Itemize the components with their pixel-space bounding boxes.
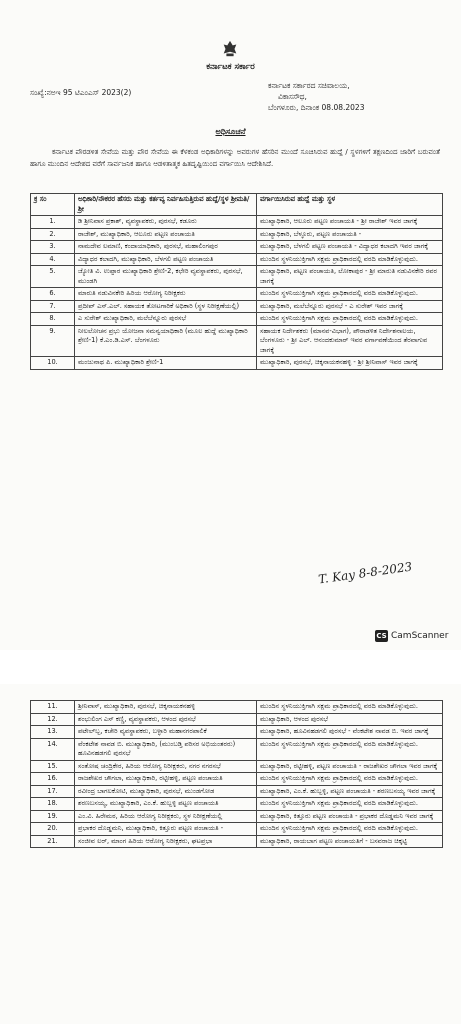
cell-posting: ಮುಂದಿನ ಸ್ಥಳನಿಯುಕ್ತಿಗಾಗಿ ಸಕ್ಷಮ ಪ್ರಾಧಿಕಾರದಲ್ಲಿ ವರದಿ ಮಾಡಿಕೊಳ್ಳುವುದು.: [257, 253, 443, 266]
cell-officer: ಮಂಜುನಾಥ ಪಿ. ಮುಖ್ಯಾಧಿಕಾರಿ ಶ್ರೇಣಿ-1: [75, 357, 257, 370]
table-row: [31, 288, 443, 301]
table-row: [31, 798, 443, 811]
cell-officer: ಶಂಭುಲಿಂಗ ಎಸ್ ಕಣ್ಣಿ, ವ್ಯವಸ್ಥಾಪಕರು, ಆಳಂದ ಪುರಸಭೆ: [75, 713, 257, 726]
table-row: [31, 823, 443, 836]
cell-posting: ಮುಂದಿನ ಸ್ಥಳನಿಯುಕ್ತಿಗಾಗಿ ಸಕ್ಷಮ ಪ್ರಾಧಿಕಾರದಲ್ಲಿ ವರದಿ ಮಾಡಿಕೊಳ್ಳುವುದು.: [257, 313, 443, 326]
cell-posting: ಮುಂದಿನ ಸ್ಥಳನಿಯುಕ್ತಿಗಾಗಿ ಸಕ್ಷಮ ಪ್ರಾಧಿಕಾರದಲ್ಲಿ ವರದಿ ಮಾಡಿಕೊಳ್ಳುವುದು.: [257, 798, 443, 811]
cell-posting: ಮುಖ್ಯಾಧಿಕಾರಿ, ಪಟ್ಟಣ ಪಂಚಾಯತಿ, ಲೋಕಾಪುರ - ಶ್ರೀ ಮಾರುತಿ ನಡುವಿನಕೇರಿ ರವರ ಜಾಗಕ್ಕೆ: [257, 266, 443, 288]
table-row: [31, 241, 443, 254]
table-row: [31, 835, 443, 848]
cell-officer: ಸಂಜೀವ ಲರ್, ಮಾಂಗ ಹಿರಿಯ ಆರೋಗ್ಯ ನಿರೀಕ್ಷಕರು, ಘಟಪ್ರಭಾ: [75, 835, 257, 848]
cell-officer: ಸಂತೋಷ ಚಂದ್ರಿಕೇರ, ಹಿರಿಯ ಆರೋಗ್ಯ ನಿರೀಕ್ಷಕರು, ನಗರ ನಗರಸಭೆ: [75, 760, 257, 773]
table-row: [31, 773, 443, 786]
cell-sl: 3.: [31, 241, 75, 254]
cell-officer: ವೆಂಕಟೇಶ ನಾವಡ ಬಿ. ಮುಖ್ಯಾಧಿಕಾರಿ, (ಮುಂಬಡ್ತಿ ಪರಿಸರ ಅಭಿಯಂತರರು) ಹೂವಿನಹಡಗಲಿ ಪುರಸಭೆ: [75, 738, 257, 760]
cell-sl: 17.: [31, 785, 75, 798]
cell-sl: 18.: [31, 798, 75, 811]
cell-posting: ಮುಂದಿನ ಸ್ಥಳನಿಯುಕ್ತಿಗಾಗಿ ಸಕ್ಷಮ ಪ್ರಾಧಿಕಾರದಲ್ಲಿ ವರದಿ ಮಾಡಿಕೊಳ್ಳುವುದು.: [257, 288, 443, 301]
table-row: [31, 738, 443, 760]
cell-officer: ವಿದ್ಯಾಧರ ಕಲಾದಗಿ, ಮುಖ್ಯಾಧಿಕಾರಿ, ಬೆಳಗಲಿ ಪಟ್ಟಣ ಪಂಚಾಯತಿ: [75, 253, 257, 266]
table-row: [31, 810, 443, 823]
cell-sl: 21.: [31, 835, 75, 848]
header-posting: ವರ್ಗಾಯಿಸಿರುವ ಹುದ್ದೆ ಮತ್ತು ಸ್ಥಳ: [257, 194, 443, 216]
table-row: [31, 726, 443, 739]
cell-officer: ಪ್ರಭಾಕರ ದೊಡ್ಡಮನಿ, ಮುಖ್ಯಾಧಿಕಾರಿ, ಕಿತ್ತೂರು ಪಟ್ಟಣ ಪಂಚಾಯತಿ -: [75, 823, 257, 836]
cell-officer: ಶ್ರೀನಿವಾಸ್, ಮುಖ್ಯಾಧಿಕಾರಿ, ಪುರಸಭೆ, ಚಿಕ್ಕನಾಯಕನಹಳ್ಳಿ: [75, 701, 257, 714]
notice-title: ಅಧಿಸೂಚನೆ: [215, 127, 246, 136]
office-address: [268, 80, 448, 113]
cell-officer: ರಾಜಶೇಖರ ಚೌಗಲಾ, ಮುಖ್ಯಾಧಿಕಾರಿ, ರಟ್ಟೀಹಳ್ಳಿ, ಪಟ್ಟಣ ಪಂಚಾಯತಿ: [75, 773, 257, 786]
header-officer: ಅಧಿಕಾರಿ/ನೌಕರರ ಹೆಸರು ಮತ್ತು ಕರ್ತವ್ಯ ನಿರ್ವಹಿಸುತ್ತಿರುವ ಹುದ್ದೆ/ಸ್ಥಳ ಶ್ರೀಮತಿ/ಶ್ರೀ: [75, 194, 257, 216]
cell-sl: 12.: [31, 713, 75, 726]
table-row: [31, 313, 443, 326]
header-sl: ಕ್ರ ಸಂ: [31, 194, 75, 216]
cell-posting: ಮುಖ್ಯಾಧಿಕಾರಿ, ಬೆಳ್ಳೂರು, ಪಟ್ಟಣ ಪಂಚಾಯತಿ -: [257, 228, 443, 241]
table-row: [31, 325, 443, 357]
office-line-2: ವಿಕಾಸಸೌಧ,: [278, 92, 307, 101]
handwritten-signature: T. Kay 8-8-2023: [317, 559, 414, 587]
cell-posting: ಮುಂದಿನ ಸ್ಥಳನಿಯುಕ್ತಿಗಾಗಿ ಸಕ್ಷಮ ಪ್ರಾಧಿಕಾರದಲ್ಲಿ ವರದಿ ಮಾಡಿಕೊಳ್ಳುವುದು.: [257, 823, 443, 836]
cell-officer: ಮಾರುತಿ ನಡುವಿನಕೇರಿ ಹಿರಿಯ ಆರೋಗ್ಯ ನಿರೀಕ್ಷಕರು: [75, 288, 257, 301]
cell-posting: ಮುಂದಿನ ಸ್ಥಳನಿಯುಕ್ತಿಗಾಗಿ ಸಕ್ಷಮ ಪ್ರಾಧಿಕಾರದಲ್ಲಿ ವರದಿ ಮಾಡಿಕೊಳ್ಳುವುದು.: [257, 738, 443, 760]
cell-posting: ಮುಖ್ಯಾಧಿಕಾರಿ, ರಾಯಬಾಗ ಪಟ್ಟಣ ಪಂಚಾಯತಿಗೆ - ಬಸವರಾಜ ಚಿಕ್ಕಟ್ಟಿ: [257, 835, 443, 848]
table-header-row: [31, 194, 443, 216]
cell-officer: ಡಿ ಶ್ರೀನಿವಾಸ ಪ್ರಕಾಶ್, ವ್ಯವಸ್ಥಾಪಕರು, ಪುರಸಭೆ, ಕಡೂರು: [75, 216, 257, 229]
cell-posting: ಮುಂದಿನ ಸ್ಥಳನಿಯುಕ್ತಿಗಾಗಿ ಸಕ್ಷಮ ಪ್ರಾಧಿಕಾರದಲ್ಲಿ ವರದಿ ಮಾಡಿಕೊಳ್ಳುವುದು.: [257, 773, 443, 786]
cell-sl: 7.: [31, 300, 75, 313]
cell-sl: 2.: [31, 228, 75, 241]
cell-officer: ನಾಮದೇವ ಲಮಾಣಿ, ಕಂದಾಯಾಧಿಕಾರಿ, ಪುರಸಭೆ, ಮಹಾಲಿಂಗಪುರ: [75, 241, 257, 254]
cell-sl: 16.: [31, 773, 75, 786]
cell-sl: 9.: [31, 325, 75, 357]
notice-paragraph: ಕರ್ನಾಟಕ ಪೌರಡಳಿತ ಸೇವೆಯ ಮತ್ತು ಪೌರ ಸೇವೆಯ ಈ ಕೆಳಕಂಡ ಅಧಿಕಾರಿಗಳನ್ನು ಅವರುಗಳ ಹೆಸರಿನ ಮುಂದೆ ಸೂಚಿಸಿರುವ ಹುದ್ದೆ / ಸ್ಥಳಗಳಿಗೆ ತಕ್ಷಣದಿಂದ ಜಾರಿಗೆ ಬರುವಂತೆ ಹಾಗೂ ಮುಂದಿನ ಆದೇಶದ ವರೆಗೆ ಸಾರ್ವಜನಿಕ ಹಾಗೂ ಆಡಳಿತಾತ್ಮಕ ಹಿತದೃಷ್ಟಿಯಿಂದ ವರ್ಗಾಯಿಸಿ ಆದೇಶಿಸಿದೆ.: [30, 148, 440, 168]
cell-posting: ಮುಖ್ಯಾಧಿಕಾರಿ, ಮಲೆಬೆನ್ನೂರು ಪುರಸಭೆ - ಎ ಸುರೇಶ್ ಇವರ ಜಾಗಕ್ಕೆ: [257, 300, 443, 313]
table-row: [31, 253, 443, 266]
cell-sl: 15.: [31, 760, 75, 773]
cell-sl: 14.: [31, 738, 75, 760]
table-row: [31, 266, 443, 288]
cell-officer: ರವೀಂದ್ರ ಬಾಗಲಕೋಟಿ, ಮುಖ್ಯಾಧಿಕಾರಿ, ಪುರಸಭೆ, ಮುಂಡಗೋಡ: [75, 785, 257, 798]
table-row: [31, 357, 443, 370]
cell-officer: ನೀಲಲೋಚನ ಪ್ರಭು ಯೋಜನಾ ಸಮನ್ವಯಾಧಿಕಾರಿ (ಮೂಲ ಹುದ್ದೆ ಮುಖ್ಯಾಧಿಕಾರಿ ಶ್ರೇಣಿ-1) ಕೆ.ಎಂ.ಡಿ.ಎಸ್. ಬೆಂಗಳೂರು: [75, 325, 257, 357]
cell-sl: 13.: [31, 726, 75, 739]
cell-officer: ಎಂ.ವಿ. ಹಿರೇಮಠ, ಹಿರಿಯ ಆರೋಗ್ಯ ನಿರೀಕ್ಷಕರು, ಸ್ಥಳ ನಿರೀಕ್ಷಣೆಯಲ್ಲಿ: [75, 810, 257, 823]
table-row: [31, 701, 443, 714]
cell-posting: ಮುಖ್ಯಾಧಿಕಾರಿ, ಕಿತ್ತೂರು ಪಟ್ಟಣ ಪಂಚಾಯತಿ - ಪ್ರಭಾಕರ ದೊಡ್ಡಮನಿ ಇವರ ಜಾಗಕ್ಕೆ: [257, 810, 443, 823]
cell-sl: 4.: [31, 253, 75, 266]
government-heading: ಕರ್ನಾಟಕ ಸರ್ಕಾರ: [206, 62, 255, 72]
cell-officer: ಪ್ರದೀಪ್ ಎಸ್.ಎಲ್. ಸಹಾಯಕ ತೋಟಗಾರಿಕೆ ಅಧಿಕಾರಿ (ಸ್ಥಳ ನಿರೀಕ್ಷಣೆಯಲ್ಲಿ): [75, 300, 257, 313]
cell-sl: 8.: [31, 313, 75, 326]
transfer-table-page-1: [30, 193, 443, 370]
cell-posting: ಮುಖ್ಯಾಧಿಕಾರಿ, ಆಳಂದ ಪುರಸಭೆ: [257, 713, 443, 726]
table-row: [31, 713, 443, 726]
transfer-table-page-2: [30, 700, 443, 848]
cell-sl: 6.: [31, 288, 75, 301]
cell-officer: ಶರಣಬಸಯ್ಯ, ಮುಖ್ಯಾಧಿಕಾರಿ, ಎಂ.ಕೆ. ಹುಬ್ಬಳ್ಳಿ ಪಟ್ಟಣ ಪಂಚಾಯತಿ: [75, 798, 257, 811]
camscanner-icon: CS: [376, 632, 387, 640]
cell-officer: ಎ ಸುರೇಶ್ ಮುಖ್ಯಾಧಿಕಾರಿ, ಮಲೆಬೆನ್ನೂರು ಪುರಸಭೆ: [75, 313, 257, 326]
page-gap: [0, 650, 461, 684]
cell-officer: ರಾಜೇಶ್, ಮುಖ್ಯಾಧಿಕಾರಿ, ಆಲೂರು ಪಟ್ಟಣ ಪಂಚಾಯತಿ: [75, 228, 257, 241]
cell-posting: ಮುಂದಿನ ಸ್ಥಳನಿಯುಕ್ತಿಗಾಗಿ ಸಕ್ಷಮ ಪ್ರಾಧಿಕಾರದಲ್ಲಿ ವರದಿ ಮಾಡಿಕೊಳ್ಳುವುದು.: [257, 701, 443, 714]
office-date: ಬೆಂಗಳೂರು, ದಿನಾಂಕ 08.08.2023: [268, 103, 365, 112]
government-emblem-icon: [221, 40, 239, 58]
cell-posting: ಮುಖ್ಯಾಧಿಕಾರಿ, ಬೆಳಗಲಿ ಪಟ್ಟಣ ಪಂಚಾಯತಿ - ವಿದ್ಯಾಧರ ಕಲಾದಗಿ ಇವರ ಜಾಗಕ್ಕೆ: [257, 241, 443, 254]
table-row: [31, 760, 443, 773]
cell-sl: 19.: [31, 810, 75, 823]
table-row: [31, 216, 443, 229]
cell-posting: ಮುಖ್ಯಾಧಿಕಾರಿ, ಪುರಸಭೆ, ಚಿಕ್ಕನಾಯಕನಹಳ್ಳಿ - ಶ್ರೀ ಶ್ರೀನಿವಾಸ್ ಇವರ ಜಾಗಕ್ಕೆ: [257, 357, 443, 370]
cell-posting: ಮುಖ್ಯಾಧಿಕಾರಿ, ರಟ್ಟೀಹಳ್ಳಿ, ಪಟ್ಟಣ ಪಂಚಾಯತಿ - ರಾಜಶೇಖರ ಚೌಗಲಾ ಇವರ ಜಾಗಕ್ಕೆ: [257, 760, 443, 773]
cell-posting: ಮುಖ್ಯಾಧಿಕಾರಿ, ಹೂವಿನಹಡಗಲಿ ಪುರಸಭೆ - ವೆಂಕಟೇಶ ನಾವಡ ಬಿ. ಇವರ ಜಾಗಕ್ಕೆ: [257, 726, 443, 739]
cell-officer: ಜ್ಯೋತಿ ವಿ. ಉಪ್ಪಾರ ಮುಖ್ಯಾಧಿಕಾರಿ ಶ್ರೇಣಿ-2, ಕಛೇರಿ ವ್ಯವಸ್ಥಾಪಕರು, ಪುರಸಭೆ, ಮುಂಡಗಿ: [75, 266, 257, 288]
office-line-1: ಕರ್ನಾಟಕ ಸರ್ಕಾರದ ಸಚಿವಾಲಯ,: [268, 81, 350, 90]
cell-sl: 11.: [31, 701, 75, 714]
reference-number: ಸಂಖ್ಯೆ:ನಅಇ 95 ಟಿಎಂಎಸ್ 2023(2): [30, 88, 132, 97]
cell-posting: ಮುಖ್ಯಾಧಿಕಾರಿ, ಆಲೂರು ಪಟ್ಟಣ ಪಂಚಾಯತಿ - ಶ್ರೀ ರಾಜೇಶ್ ಇವರ ಜಾಗಕ್ಕೆ: [257, 216, 443, 229]
camscanner-watermark: [375, 630, 448, 642]
table-row: [31, 785, 443, 798]
cell-sl: 20.: [31, 823, 75, 836]
table-row: [31, 228, 443, 241]
camscanner-label: CamScanner: [391, 631, 449, 641]
cell-officer: ಪಟೇಲ್‌ಬ್ಬ, ಕಚೇರಿ ವ್ಯವಸ್ಥಾಪಕರು, ಬಳ್ಳಾರಿ ಮಹಾನಗರಪಾಲಿಕೆ: [75, 726, 257, 739]
cell-sl: 1.: [31, 216, 75, 229]
table-row: [31, 300, 443, 313]
cell-sl: 10.: [31, 357, 75, 370]
cell-posting: ಮುಖ್ಯಾಧಿಕಾರಿ, ಎಂ.ಕೆ. ಹುಬ್ಬಳ್ಳಿ, ಪಟ್ಟಣ ಪಂಚಾಯತಿ - ಶರಣಬಸಯ್ಯ ಇವರ ಜಾಗಕ್ಕೆ: [257, 785, 443, 798]
cell-posting: ಸಹಾಯಕ ನಿರ್ದೇಶಕರು (ಮಾನವ-ವಿಭಾಗ), ಪೌರಾಡಳಿತ ನಿರ್ದೇಶನಾಲಯ, ಬೆಂಗಳೂರು - ಶ್ರೀ ಎಲ್. ಆನಂದಕುಮಾರ್ ಇವರ ವರ್ಗಾವಣೆಯಿಂದ ತೆರವಾಗುವ ಜಾಗಕ್ಕೆ: [257, 325, 443, 357]
cell-sl: 5.: [31, 266, 75, 288]
